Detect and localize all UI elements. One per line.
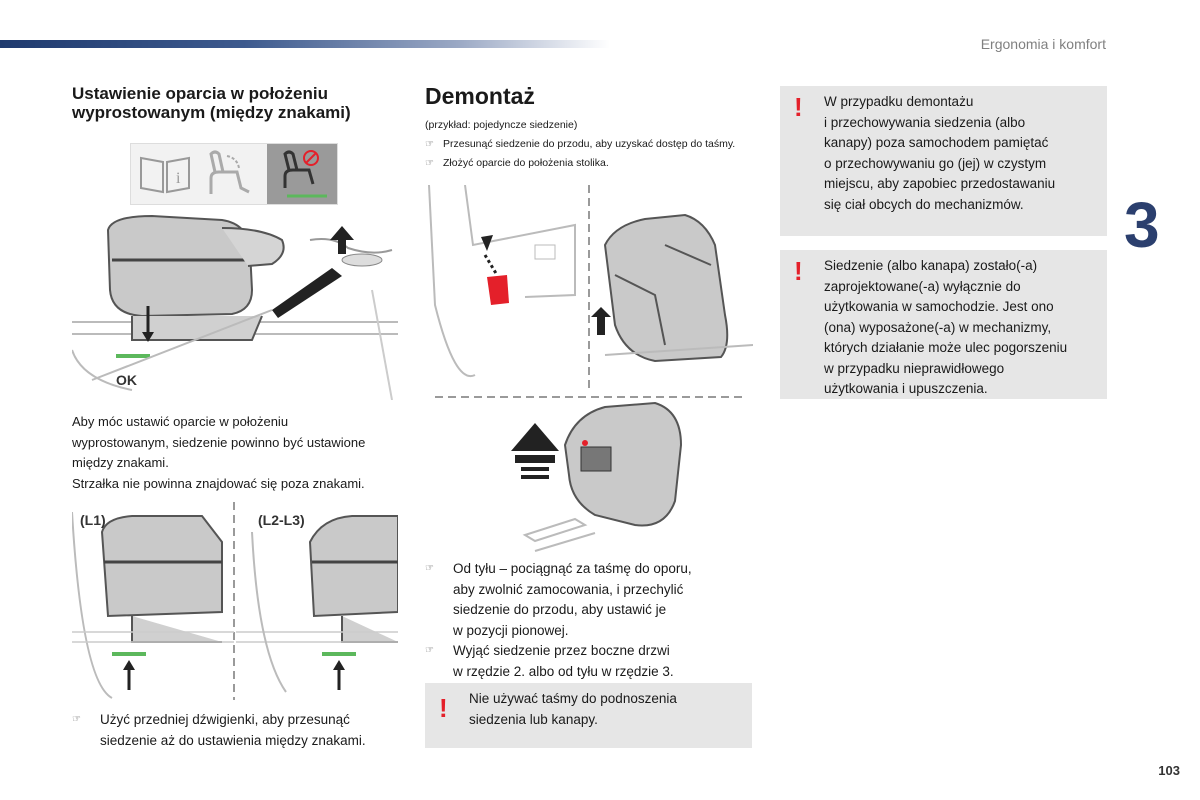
warning-line: kanapy) poza samochodem pamiętać: [824, 135, 1049, 150]
removal-illustration: [425, 185, 753, 560]
example-note: (przykład: pojedyncze siedzenie): [425, 119, 578, 131]
warning-line: siedzenia lub kanapy.: [469, 711, 598, 727]
removal-bullets: [425, 559, 755, 682]
bullet-line: siedzenie do przodu, aby ustawić je: [453, 602, 667, 617]
svg-text:i: i: [176, 170, 181, 187]
bullet-arrow-icon: ☞: [425, 645, 434, 656]
paragraph-line: wyprostowanym, siedzenie powinno być ustawione: [72, 434, 366, 450]
seat-recline-icon: [201, 148, 261, 200]
bullet-line: aby zwolnić zamocowania, i przechylić: [453, 581, 684, 597]
warning-line: użytkowania w samochodzie. Jest ono: [824, 299, 1054, 314]
bullet-arrow-icon: ☞: [425, 139, 434, 150]
bullet-arrow-icon: ☞: [72, 714, 81, 725]
ok-label: OK: [116, 372, 137, 388]
warning-line: Siedzenie (albo kanapa) zostało(-a): [824, 258, 1038, 273]
left-heading-line2: wyprostowanym (między znakami): [72, 103, 351, 122]
warning-line: użytkowania i upuszczenia.: [824, 381, 988, 396]
page-number: 103: [1158, 763, 1180, 778]
left-heading-line1: Ustawienie oparcia w położeniu: [72, 84, 328, 103]
warning-line: się ciał obcych do mechanizmów.: [824, 196, 1024, 212]
left-paragraph: [72, 412, 402, 494]
bullet-line: Użyć przedniej dźwigienki, aby przesunąć: [100, 712, 350, 727]
symbol-strip: [130, 143, 338, 205]
list-item: [72, 710, 402, 751]
warning-line: Nie używać taśmy do podnoszenia: [469, 691, 677, 706]
label-l2-l3: (L2-L3): [258, 512, 305, 528]
warning-line: w przypadku nieprawidłowego: [824, 360, 1005, 376]
step-text: Złożyć oparcie do położenia stolika.: [443, 157, 609, 169]
step-text: Przesunąć siedzenie do przodu, aby uzyskać dostęp do taśmy.: [443, 138, 736, 150]
header-gradient-bar: [0, 40, 610, 48]
warning-text: [469, 689, 677, 730]
warning-exclamation-icon: !: [794, 92, 803, 122]
chapter-number: 3: [1124, 189, 1160, 261]
warning-text: [824, 256, 1067, 400]
seat-position-illustration: [72, 210, 398, 400]
warning-text: [824, 92, 1055, 215]
paragraph-line: między znakami.: [72, 455, 169, 470]
warning-line: miejscu, aby zapobiec przedostawaniu: [824, 176, 1056, 191]
bullet-arrow-icon: ☞: [425, 563, 434, 574]
bullet-line: siedzenie aż do ustawienia między znakami.: [100, 732, 366, 748]
warning-line: o przechowywaniu go (jej) w czystym: [824, 155, 1047, 171]
list-item: [425, 154, 755, 173]
label-l1: (L1): [80, 512, 106, 528]
paragraph-line: Aby móc ustawić oparcie w położeniu: [72, 414, 289, 429]
left-heading: [72, 84, 412, 122]
usage-warning-box: [780, 250, 1107, 399]
seat-no-recline-icon: [267, 144, 337, 204]
removal-steps: [425, 116, 755, 173]
removal-heading: Demontaż: [425, 83, 535, 109]
warning-line: (ona) wyposażone(-a) w mechanizmy,: [824, 319, 1052, 335]
warning-line: W przypadku demontażu: [824, 94, 974, 109]
section-title: Ergonomia i komfort: [980, 36, 1106, 52]
left-bullet: [72, 710, 402, 751]
warning-line: których działanie może ulec pogorszeniu: [824, 340, 1068, 355]
bullet-line: w rzędzie 2. albo od tyłu w rzędzie 3.: [453, 663, 674, 679]
warning-line: i przechowywania siedzenia (albo: [824, 114, 1026, 130]
list-item: [425, 641, 755, 682]
paragraph-line: Strzałka nie powinna znajdować się poza znakami.: [72, 475, 365, 491]
bullet-line: w pozycji pionowej.: [453, 622, 569, 638]
rail-marks-illustration: [72, 502, 398, 700]
strap-warning-box: [425, 683, 752, 748]
warning-exclamation-icon: !: [794, 256, 803, 286]
warning-line: zaprojektowane(-a) wyłącznie do: [824, 278, 1021, 294]
bullet-line: Wyjąć siedzenie przez boczne drzwi: [453, 643, 670, 658]
bullet-arrow-icon: ☞: [425, 158, 434, 169]
list-item: [425, 559, 755, 641]
storage-warning-box: [780, 86, 1107, 236]
book-info-icon: [135, 150, 195, 198]
bullet-line: Od tyłu – pociągnąć za taśmę do oporu,: [453, 561, 692, 576]
warning-exclamation-icon: !: [439, 693, 448, 723]
list-item: [425, 135, 755, 154]
